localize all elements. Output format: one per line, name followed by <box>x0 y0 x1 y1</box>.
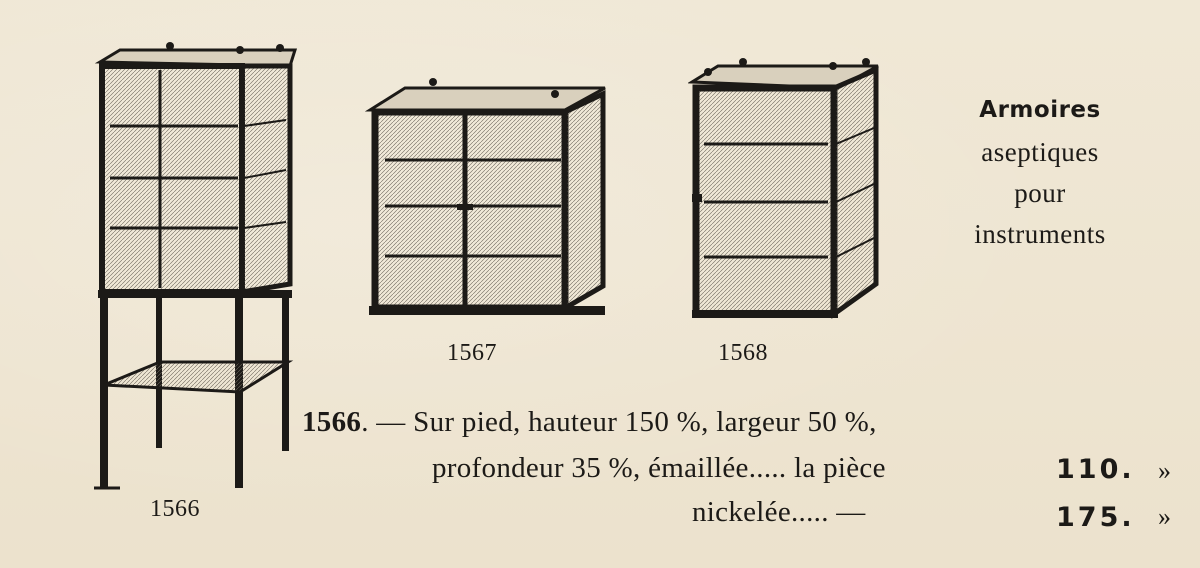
description-line-1 <box>302 406 877 439</box>
item-number: 1566 <box>302 406 362 438</box>
description-line-2: profondeur 35 %, émaillée..... la pièce <box>432 452 886 484</box>
section-heading <box>940 88 1140 255</box>
cabinet-1566-illustration <box>90 40 305 495</box>
figure-number-1566: 1566 <box>150 496 200 522</box>
price-suffix-1: » <box>1158 456 1171 485</box>
heading-line-2: pour <box>1014 178 1066 208</box>
heading-line-1: aseptiques <box>981 137 1099 167</box>
cabinet-1568-illustration <box>688 52 883 322</box>
heading-line-3: instruments <box>974 219 1106 249</box>
cabinet-1567-illustration <box>365 74 610 319</box>
price-nickelee: 175. <box>1056 502 1135 533</box>
price-suffix-2: » <box>1158 502 1171 531</box>
figure-number-1568: 1568 <box>718 340 768 366</box>
price-emaillee: 110. <box>1056 454 1135 485</box>
heading-title: Armoires <box>979 97 1101 123</box>
description-line-3: nickelée..... — <box>692 496 866 528</box>
figure-number-1567: 1567 <box>447 340 497 366</box>
description-line-1-text: . — Sur pied, hauteur 150 %, largeur 50 %, <box>361 406 877 438</box>
